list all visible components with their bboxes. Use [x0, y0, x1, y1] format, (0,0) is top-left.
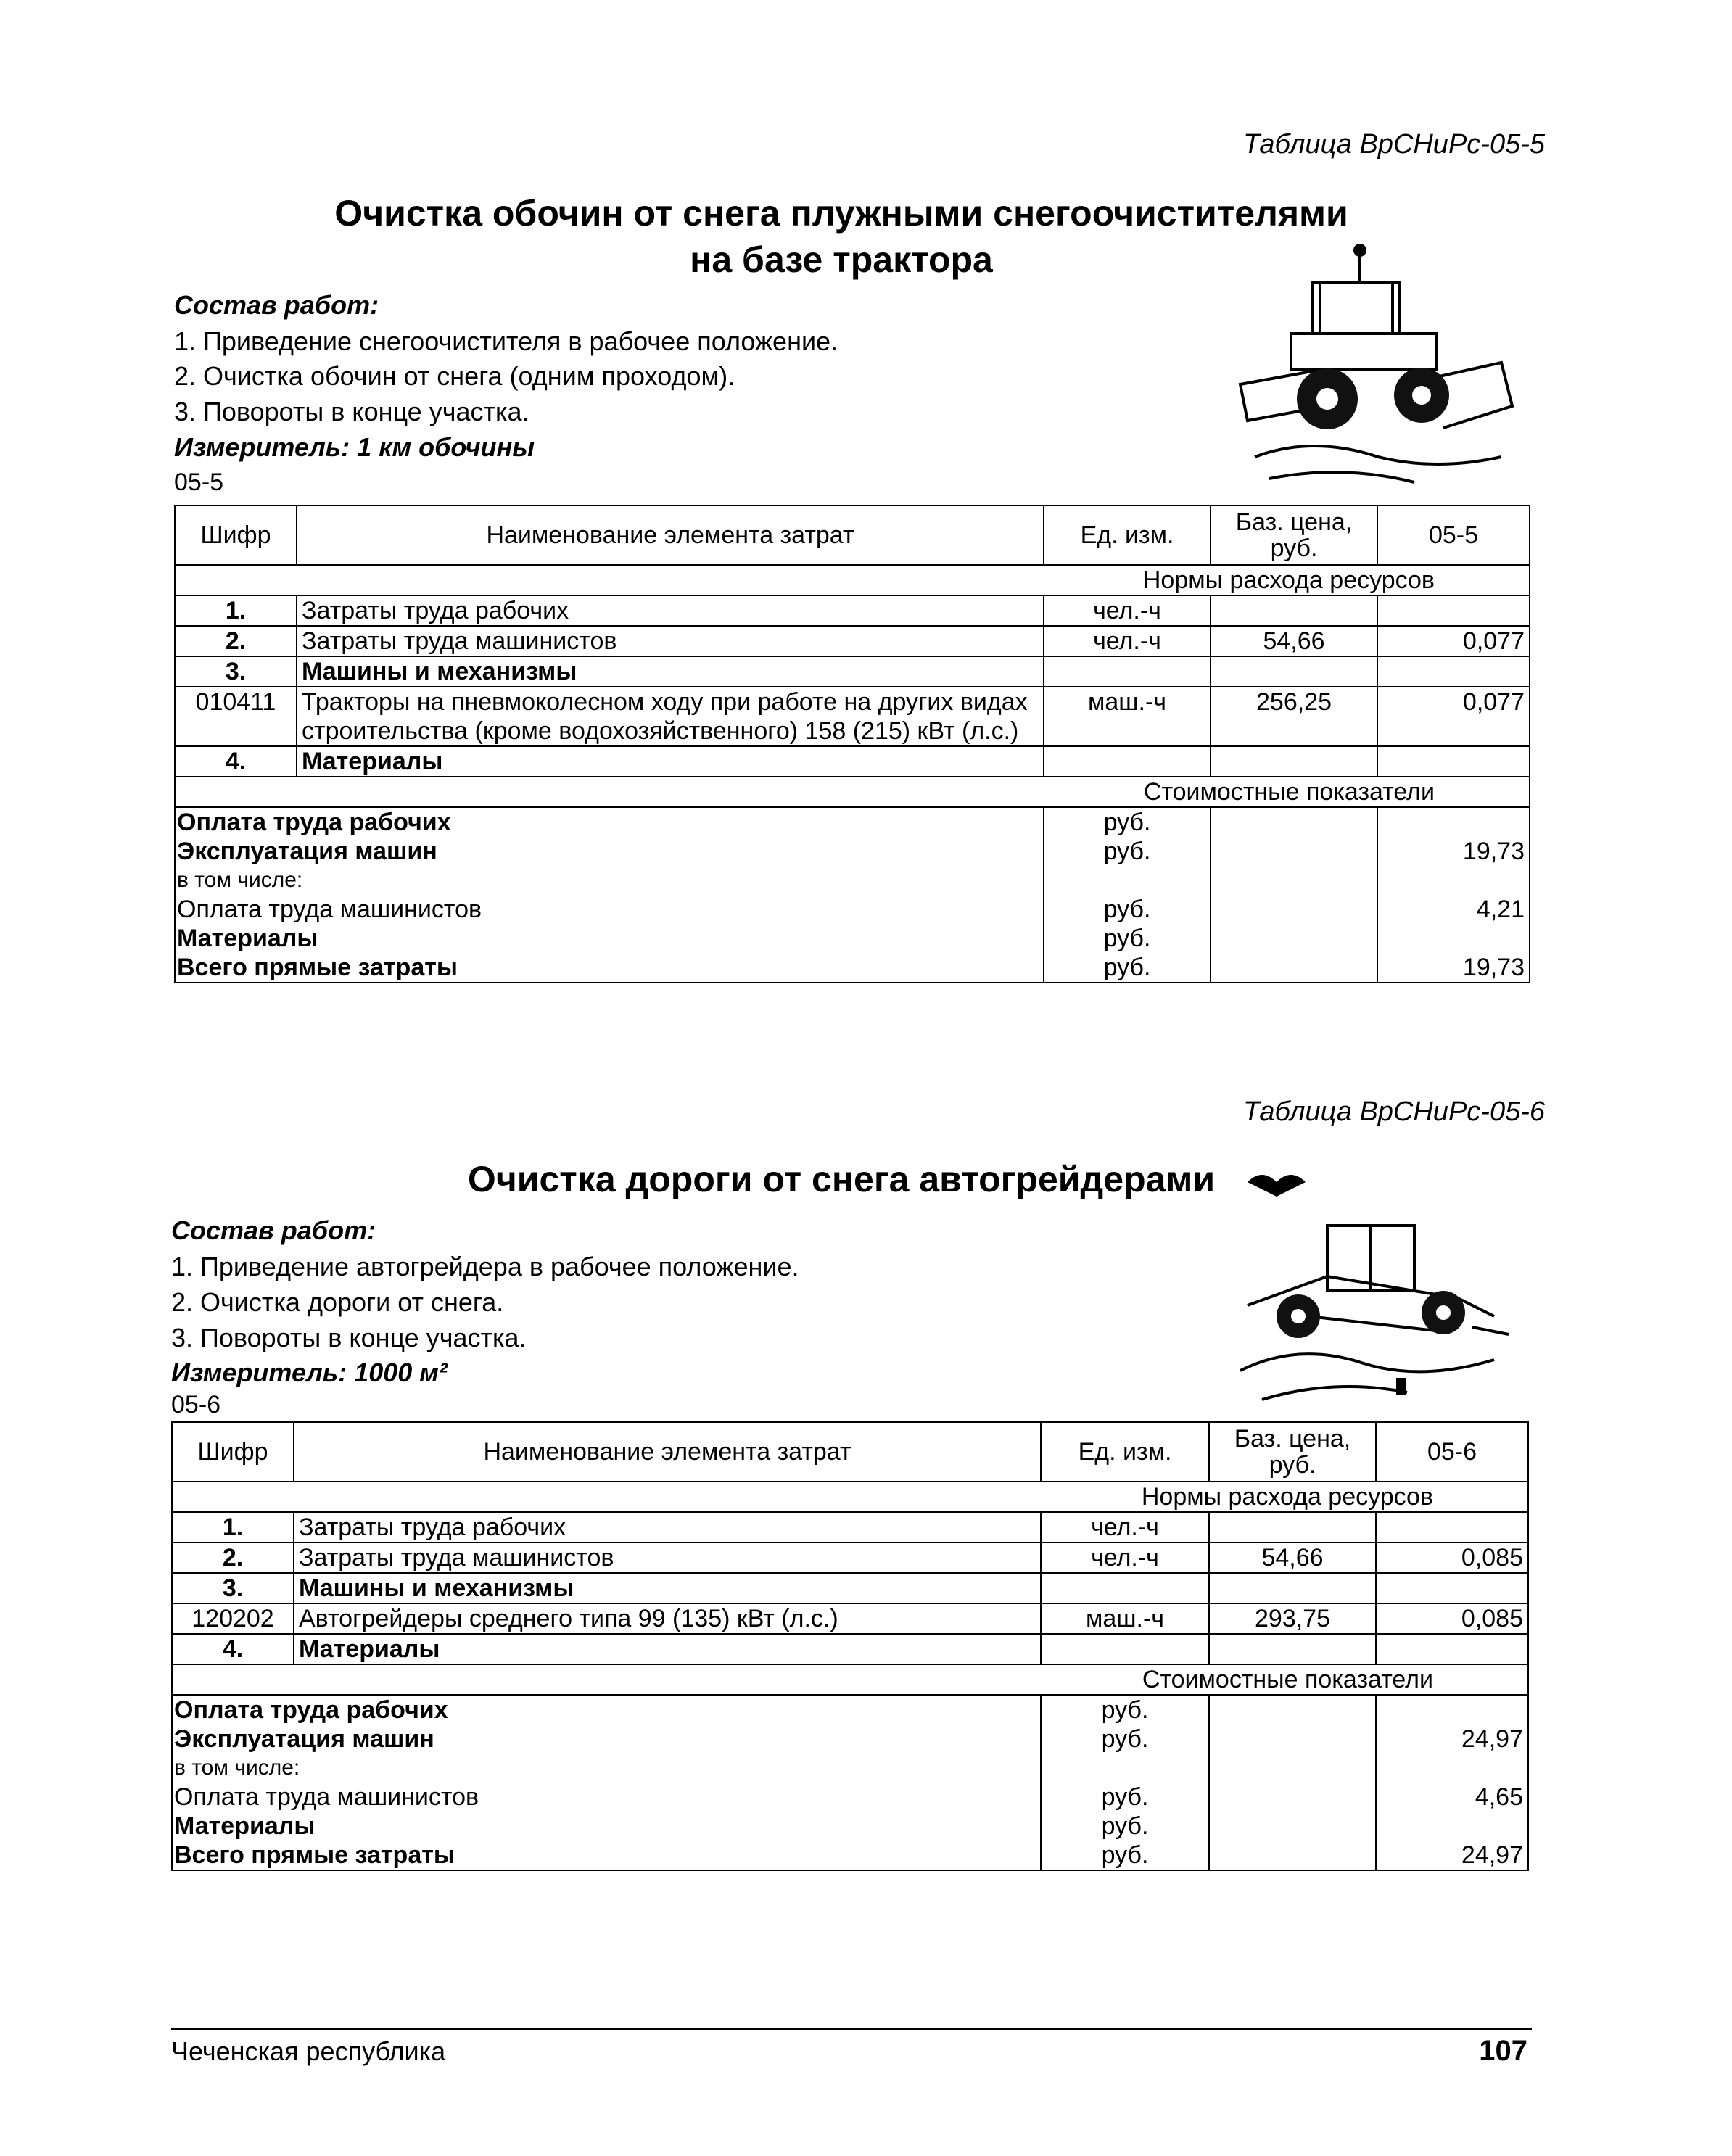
row-value	[1377, 746, 1530, 777]
norms-section-label: Нормы расхода ресурсов	[175, 565, 1530, 595]
row-price: 54,66	[1211, 626, 1377, 656]
row-name: Машины и механизмы	[297, 656, 1044, 687]
cost-value: 24,97	[1461, 1841, 1523, 1869]
row-name: Затраты труда рабочих	[294, 1512, 1041, 1542]
work-step: 3. Повороты в конце участка.	[174, 397, 529, 426]
table-code: 05-5	[174, 468, 224, 496]
cost-label: Оплата труда машинистов	[177, 896, 482, 923]
row-value	[1376, 1573, 1528, 1603]
motor-grader-icon	[1233, 1160, 1523, 1421]
cost-label: Материалы	[177, 925, 318, 952]
cost-label: Оплата труда рабочих	[174, 1696, 448, 1724]
col-header-name: Наименование элемента затрат	[294, 1422, 1041, 1482]
row-name: Автогрейдеры среднего типа 99 (135) кВт (л.с.)	[294, 1603, 1041, 1634]
cost-value	[1381, 1696, 1523, 1725]
row-unit: чел.-ч	[1044, 626, 1211, 656]
row-price	[1211, 595, 1377, 626]
row-price: 256,25	[1211, 687, 1377, 746]
cost-label: Оплата труда машинистов	[174, 1783, 479, 1811]
row-number: 1.	[172, 1512, 294, 1542]
cost-value: 4,65	[1475, 1783, 1523, 1811]
row-number: 2.	[172, 1542, 294, 1573]
table-row	[175, 746, 1530, 777]
col-header-name: Наименование элемента затрат	[297, 505, 1044, 565]
composition-heading: Состав работ:	[171, 1215, 376, 1245]
row-number: 4.	[172, 1634, 294, 1664]
cost-label: Эксплуатация машин	[174, 1725, 434, 1753]
table-row	[175, 595, 1530, 626]
table-row	[172, 1634, 1528, 1664]
cost-value	[1381, 1812, 1523, 1841]
cost-value: 19,73	[1462, 838, 1525, 865]
col-header-price: Баз. цена, руб.	[1209, 1422, 1376, 1482]
cost-section-label: Стоимостные показатели	[172, 1664, 1528, 1695]
cost-unit: руб.	[1101, 1812, 1149, 1840]
row-name: Затраты труда машинистов	[294, 1542, 1041, 1573]
cost-section-label: Стоимостные показатели	[175, 777, 1530, 807]
row-name: Затраты труда машинистов	[297, 626, 1044, 656]
row-value: 0,085	[1376, 1542, 1528, 1573]
footer-region: Чеченская республика	[171, 2036, 446, 2066]
row-price	[1211, 656, 1377, 687]
work-step: 2. Очистка обочин от снега (одним проходом).	[174, 361, 735, 391]
cost-unit: руб.	[1101, 1783, 1149, 1811]
row-price: 54,66	[1209, 1542, 1376, 1573]
table-reference: Таблица ВрСНиРс-05-5	[1242, 129, 1545, 160]
cost-unit: руб.	[1101, 1696, 1149, 1724]
row-number: 120202	[172, 1603, 294, 1634]
cost-unit: руб.	[1103, 809, 1151, 836]
table-row	[172, 1512, 1528, 1542]
row-price: 293,75	[1209, 1603, 1376, 1634]
row-unit: чел.-ч	[1041, 1542, 1209, 1573]
table-row	[172, 1542, 1528, 1573]
cost-unit: руб.	[1103, 838, 1151, 865]
row-unit: чел.-ч	[1044, 595, 1211, 626]
row-price	[1209, 1573, 1376, 1603]
work-step: 3. Повороты в конце участка.	[171, 1323, 527, 1352]
row-value	[1377, 656, 1530, 687]
section-title-line: Очистка дороги от снега автогрейдерами	[467, 1159, 1216, 1199]
row-name: Материалы	[294, 1634, 1041, 1664]
cost-value	[1382, 924, 1525, 953]
row-value	[1376, 1634, 1528, 1664]
row-value: 0,077	[1377, 626, 1530, 656]
cost-summary	[175, 807, 1530, 983]
page-number: 107	[1479, 2035, 1527, 2067]
row-unit	[1044, 656, 1211, 687]
row-unit: маш.-ч	[1041, 1603, 1209, 1634]
cost-unit	[1046, 1754, 1204, 1783]
cost-value	[1382, 866, 1525, 895]
footer-divider	[171, 2028, 1532, 2030]
row-number: 3.	[172, 1573, 294, 1603]
row-price	[1211, 746, 1377, 777]
meter-label: Измеритель: 1000 м²	[171, 1358, 448, 1387]
row-unit: чел.-ч	[1041, 1512, 1209, 1542]
table-code: 05-6	[171, 1391, 221, 1418]
cost-label: Оплата труда рабочих	[177, 809, 451, 836]
table-row	[175, 656, 1530, 687]
row-unit	[1041, 1573, 1209, 1603]
cost-value	[1381, 1754, 1523, 1783]
work-step: 2. Очистка дороги от снега.	[171, 1287, 504, 1317]
meter-label: Измеритель: 1 км обочины	[174, 432, 535, 462]
table-reference: Таблица ВрСНиРс-05-6	[1242, 1096, 1545, 1127]
cost-unit	[1049, 866, 1205, 895]
row-value	[1377, 595, 1530, 626]
norms-section-label: Нормы расхода ресурсов	[172, 1482, 1528, 1512]
row-number: 2.	[175, 626, 297, 656]
col-header-unit: Ед. изм.	[1041, 1422, 1209, 1482]
col-header-price: Баз. цена, руб.	[1211, 505, 1377, 565]
row-number: 3.	[175, 656, 297, 687]
composition-heading: Состав работ:	[174, 290, 379, 320]
cost-unit: руб.	[1101, 1725, 1149, 1753]
row-price	[1209, 1512, 1376, 1542]
cost-value: 24,97	[1461, 1725, 1523, 1753]
table-header-row	[172, 1422, 1528, 1482]
col-header-code: Шифр	[175, 505, 297, 565]
row-value: 0,085	[1376, 1603, 1528, 1634]
row-number: 1.	[175, 595, 297, 626]
work-step: 1. Приведение автогрейдера в рабочее положение.	[171, 1252, 799, 1281]
cost-value	[1382, 808, 1525, 837]
cost-label: в том числе:	[177, 868, 303, 892]
cost-value: 4,21	[1476, 896, 1525, 923]
table-row	[175, 626, 1530, 656]
cost-label: в том числе:	[174, 1756, 300, 1780]
row-name: Машины и механизмы	[294, 1573, 1041, 1603]
cost-label: Эксплуатация машин	[177, 838, 437, 865]
cost-unit: руб.	[1103, 896, 1151, 923]
resource-norms-table	[171, 1421, 1529, 1871]
row-unit: маш.-ч	[1044, 687, 1211, 746]
tractor-snowplow-icon	[1226, 239, 1530, 500]
col-header-norm: 05-5	[1377, 505, 1530, 565]
cost-value: 19,73	[1462, 954, 1525, 981]
row-number: 4.	[175, 746, 297, 777]
cost-unit: руб.	[1103, 954, 1151, 981]
table-header-row	[175, 505, 1530, 565]
row-value	[1376, 1512, 1528, 1542]
cost-summary	[172, 1695, 1528, 1870]
section-title-line: Очистка обочин от снега плужными снегоочистителями	[334, 193, 1348, 234]
table-row	[172, 1603, 1528, 1634]
resource-norms-table	[174, 505, 1530, 983]
cost-label: Всего прямые затраты	[177, 954, 458, 981]
work-step: 1. Приведение снегоочистителя в рабочее положение.	[174, 326, 838, 356]
table-row	[172, 1573, 1528, 1603]
cost-label: Всего прямые затраты	[174, 1841, 455, 1869]
row-name: Материалы	[297, 746, 1044, 777]
table-row	[175, 687, 1530, 746]
col-header-code: Шифр	[172, 1422, 294, 1482]
row-number: 010411	[175, 687, 297, 746]
col-header-unit: Ед. изм.	[1044, 505, 1211, 565]
row-value: 0,077	[1377, 687, 1530, 746]
row-unit	[1041, 1634, 1209, 1664]
row-price	[1209, 1634, 1376, 1664]
row-unit	[1044, 746, 1211, 777]
cost-unit: руб.	[1103, 925, 1151, 952]
row-name: Тракторы на пневмоколесном ходу при работе на других видах строительства (кроме водохозяйственного) 158 (215) кВт (л.с.)	[297, 687, 1044, 746]
cost-label: Материалы	[174, 1812, 316, 1840]
section-title-line: на базе трактора	[690, 239, 993, 280]
row-name: Затраты труда рабочих	[297, 595, 1044, 626]
col-header-norm: 05-6	[1376, 1422, 1528, 1482]
cost-unit: руб.	[1101, 1841, 1149, 1869]
